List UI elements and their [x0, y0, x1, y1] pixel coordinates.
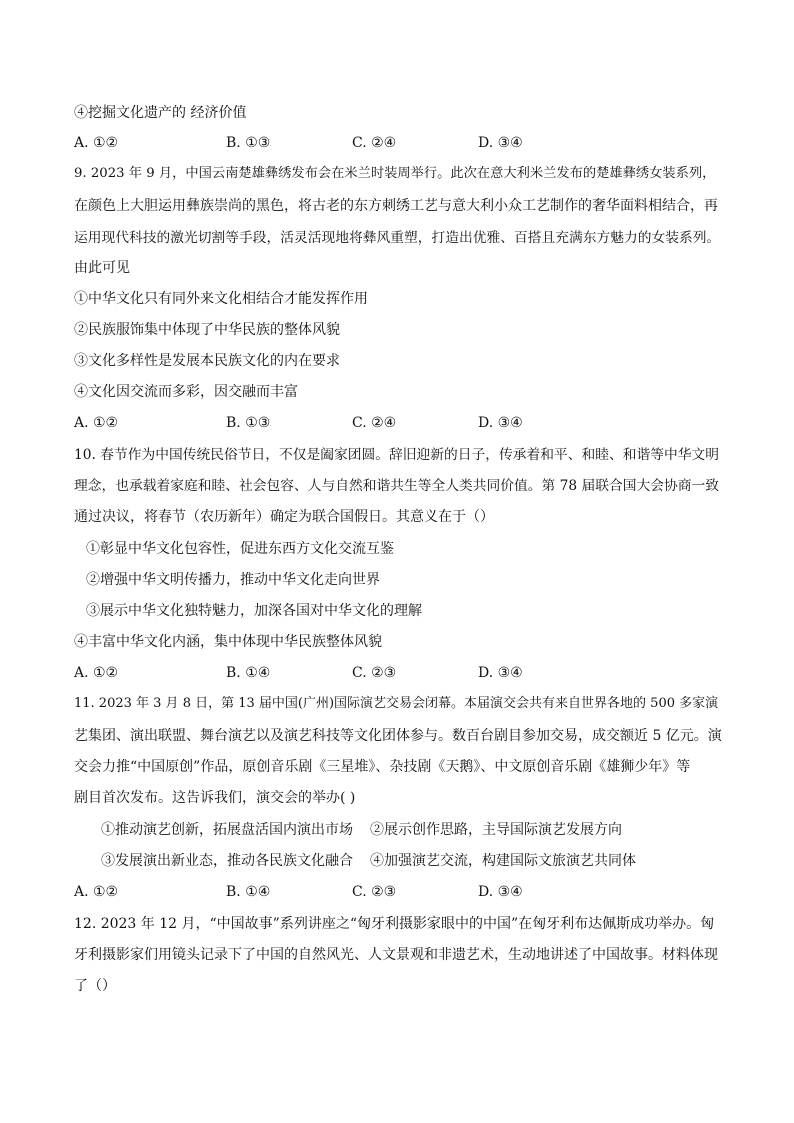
q12-stem-line-1: 12. 2023 年 12 月，“中国故事”系列讲座之“匈牙利摄影家眼中的中国”在匈牙利布达佩斯成功举办。匈 — [74, 916, 715, 932]
q8-statement-4: ④挖掘文化遗产的 经济价值 — [74, 105, 247, 121]
q9-stem-line-3: 运用现代科技的激光切割等手段，活灵活现地将彝风重塑，打造出优雅、百搭且充满东方魅力的女装系列。 — [74, 230, 721, 246]
q9-statement-4: ④文化因交流而多彩，因交融而丰富 — [74, 384, 298, 400]
q11-statement-1: ①推动演艺创新，拓展盘活国内演出市场 — [101, 822, 353, 838]
q10-statement-1: ①彰显中华文化包容性，促进东西方文化交流互鉴 — [86, 541, 394, 557]
q9-option-a: A. ①② — [74, 415, 119, 431]
q8-option-a: A. ①② — [74, 135, 119, 151]
q9-statement-2: ②民族服饰集中体现了中华民族的整体风貌 — [74, 322, 340, 338]
q11-stem-line-3: 交会力推“中国原创”作品，原创音乐剧《三星堆》、杂技剧《天鹅》、中文原创音乐剧《雄狮少年》等 — [74, 759, 691, 775]
q9-statement-1: ①中华文化只有同外来文化相结合才能发挥作用 — [74, 291, 368, 307]
q8-options — [74, 133, 634, 153]
q9-options — [74, 413, 634, 433]
q10-option-a: A. ①② — [74, 665, 119, 681]
q12-stem-line-2: 牙利摄影家们用镜头记录下了中国的自然风光、人文景观和非遗艺术，生动地讲述了中国故事。材料体现 — [74, 947, 718, 963]
q11-options — [74, 882, 634, 902]
q9-option-c: C. ②④ — [352, 415, 397, 431]
q11-option-b: B. ①④ — [226, 884, 271, 900]
q8-option-c: C. ②④ — [352, 135, 397, 151]
q11-stem-line-1: 11. 2023 年 3 月 8 日，第 13 届中国(广州)国际演艺交易会闭幕。本届演交会共有来自世界各地的 500 多家演 — [74, 696, 719, 711]
q10-stem-line-1: 10. 春节作为中国传统民俗节日，不仅是阖家团圆。辞旧迎新的日子，传承着和平、和睦、和谐等中华文明 — [74, 447, 719, 463]
q9-option-d: D. ③④ — [478, 415, 523, 431]
q10-statement-4: ④丰富中华文化内涵，集中体现中华民族整体风貌 — [74, 634, 382, 650]
q11-stem-line-2: 艺集团、演出联盟、舞台演艺以及演艺科技等文化团体参与。数百台剧目参加交易，成交额近 5 亿元。演 — [74, 728, 722, 744]
q10-stem-line-2: 理念，也承载着家庭和睦、社会包容、人与自然和谐共生等全人类共同价值。第 78 届联合国大会协商一致 — [74, 478, 719, 494]
q10-option-b: B. ①④ — [226, 665, 271, 681]
q10-statement-3: ③展示中华文化独特魅力，加深各国对中华文化的理解 — [86, 603, 422, 619]
q9-stem-line-1: 9. 2023 年 9 月，中国云南楚雄彝绣发布会在米兰时装周举行。此次在意大利米兰发布的楚雄彝绣女装系列， — [74, 166, 716, 181]
q10-options — [74, 663, 634, 683]
q10-statement-2: ②增强中华文明传播力，推动中华文化走向世界 — [86, 572, 380, 588]
q11-statement-4: ④加强演艺交流，构建国际文旅演艺共同体 — [370, 853, 636, 869]
q11-statement-3: ③发展演出新业态，推动各民族文化融合 — [101, 853, 353, 869]
q11-option-d: D. ③④ — [478, 884, 523, 900]
q9-stem-line-2: 在颜色上大胆运用彝族崇尚的黑色，将古老的东方刺绣工艺与意大利小众工艺制作的奢华面料相结合，再 — [74, 198, 718, 214]
q9-stem-line-4: 由此可见 — [74, 260, 130, 276]
q11-statement-2: ②展示创作思路，主导国际演艺发展方向 — [370, 822, 622, 838]
q10-stem-line-3: 通过决议，将春节（农历新年）确定为联合国假日。其意义在于（） — [74, 509, 494, 525]
q12-stem-line-3: 了（） — [74, 978, 116, 994]
q8-option-d: D. ③④ — [478, 135, 523, 151]
q11-option-c: C. ②③ — [352, 884, 397, 900]
q9-option-b: B. ①③ — [226, 415, 271, 431]
q9-statement-3: ③文化多样性是发展本民族文化的内在要求 — [74, 353, 340, 369]
q11-stem-line-4: 剧目首次发布。这告诉我们，演交会的举办( ) — [74, 790, 356, 806]
q10-option-c: C. ②③ — [352, 665, 397, 681]
q10-option-d: D. ③④ — [478, 665, 523, 681]
q11-option-a: A. ①② — [74, 884, 119, 900]
q8-option-b: B. ①③ — [226, 135, 271, 151]
